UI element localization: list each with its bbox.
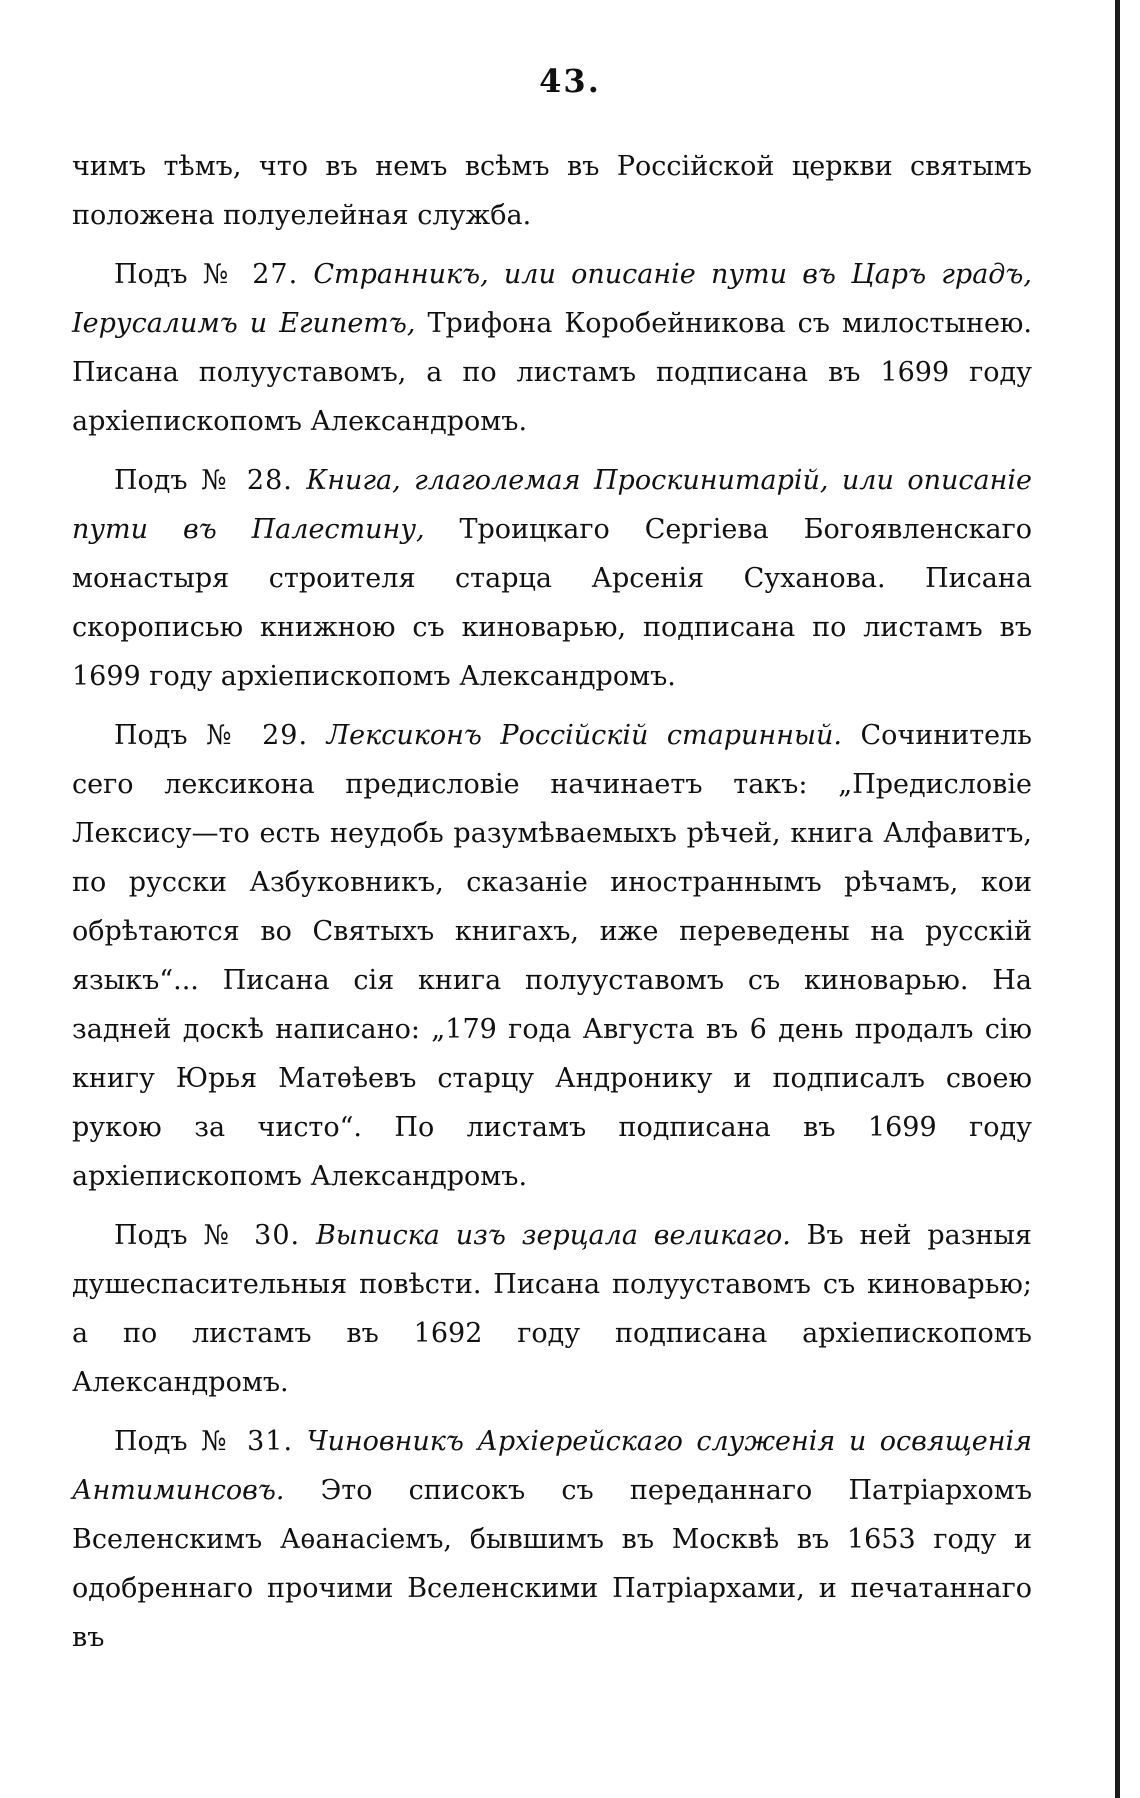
entry-lead: Подъ — [114, 1220, 204, 1251]
entry-title: Книга, глаголемая Проскинитарій, или описаніе пути въ Палестину, — [72, 465, 1032, 545]
entry-body: Троицкаго Сергіева Богоявленскаго монастыря строителя старца Арсенія Суханова. Писана скорописью книжною съ киноварью, подписана по листамъ въ 1699 году архіепископомъ Александромъ. — [72, 514, 1032, 692]
page-number: 43. — [539, 62, 601, 100]
entry-number: № 28. — [201, 465, 293, 496]
entry-body: Это списокъ съ переданнаго Патріархомъ Вселенскимъ Аѳанасіемъ, бывшимъ въ Москвѣ въ 1653 году и одобреннаго прочими Вселенскими Патріархами, и печатаннаго въ — [72, 1475, 1032, 1653]
entry-number: № 31. — [201, 1426, 294, 1457]
paragraph-continuation — [72, 142, 1032, 240]
entry-31 — [72, 1417, 1032, 1662]
entry-number: № 29. — [206, 720, 309, 751]
entry-body: Трифона Коробейникова съ милостынею. Писана полууставомъ, а по листамъ подписана въ 1699 году архіепископомъ Александромъ. — [72, 308, 1033, 437]
paragraph-body: чимъ тѣмъ, что въ немъ всѣмъ въ Россійской церкви святымъ положена полуелейная служба. — [72, 151, 1032, 231]
entry-30 — [72, 1211, 1032, 1407]
entry-29 — [72, 711, 1032, 1201]
entry-body: Сочинитель сего лексикона предисловіе начинаетъ такъ: „Предисловіе Лексису—то есть неудобь разумѣваемыхъ рѣчей, книга Алфавитъ, по русски Азбуковникъ, сказаніе иностраннымъ рѣчамъ, кои обрѣтаются во Святыхъ книгахъ, иже переведены на русскій языкъ“... Писана сія книга полууставомъ съ киноварью. На задней доскѣ написано: „179 года Августа въ 6 день продалъ сію книгу Юрья Матѳѣевъ старцу Андронику и подписалъ своею рукою за чисто“. По листамъ подписана въ 1699 году архіепископомъ Александромъ. — [72, 720, 1032, 1192]
entry-title: Чиновникъ Архіерейскаго служенія и освященія Антиминсовъ. — [72, 1426, 1032, 1506]
entry-27 — [72, 250, 1032, 446]
entry-number: № 27. — [202, 259, 299, 290]
page-body — [72, 142, 1032, 1672]
entry-lead: Подъ — [114, 465, 202, 496]
entry-title: Лексиконъ Россійскій старинный. — [326, 720, 842, 751]
entry-body: Въ ней разныя душеспасительныя повѣсти. Писана полууставомъ съ киноварью; а по листамъ въ 1692 году подписана архіепископомъ Александромъ. — [72, 1220, 1032, 1398]
entry-lead: Подъ — [114, 1426, 202, 1457]
entry-title: Странникъ, или описаніе пути въ Царъ градъ, Іерусалимъ и Египетъ, — [72, 259, 1032, 339]
entry-28 — [72, 456, 1032, 701]
entry-title: Выписка изъ зерцала великаго. — [315, 1220, 791, 1251]
entry-number: № 30. — [203, 1220, 301, 1251]
entry-lead: Подъ — [114, 720, 207, 751]
entry-lead: Подъ — [114, 259, 203, 290]
scan-edge-divider — [1115, 0, 1120, 1798]
